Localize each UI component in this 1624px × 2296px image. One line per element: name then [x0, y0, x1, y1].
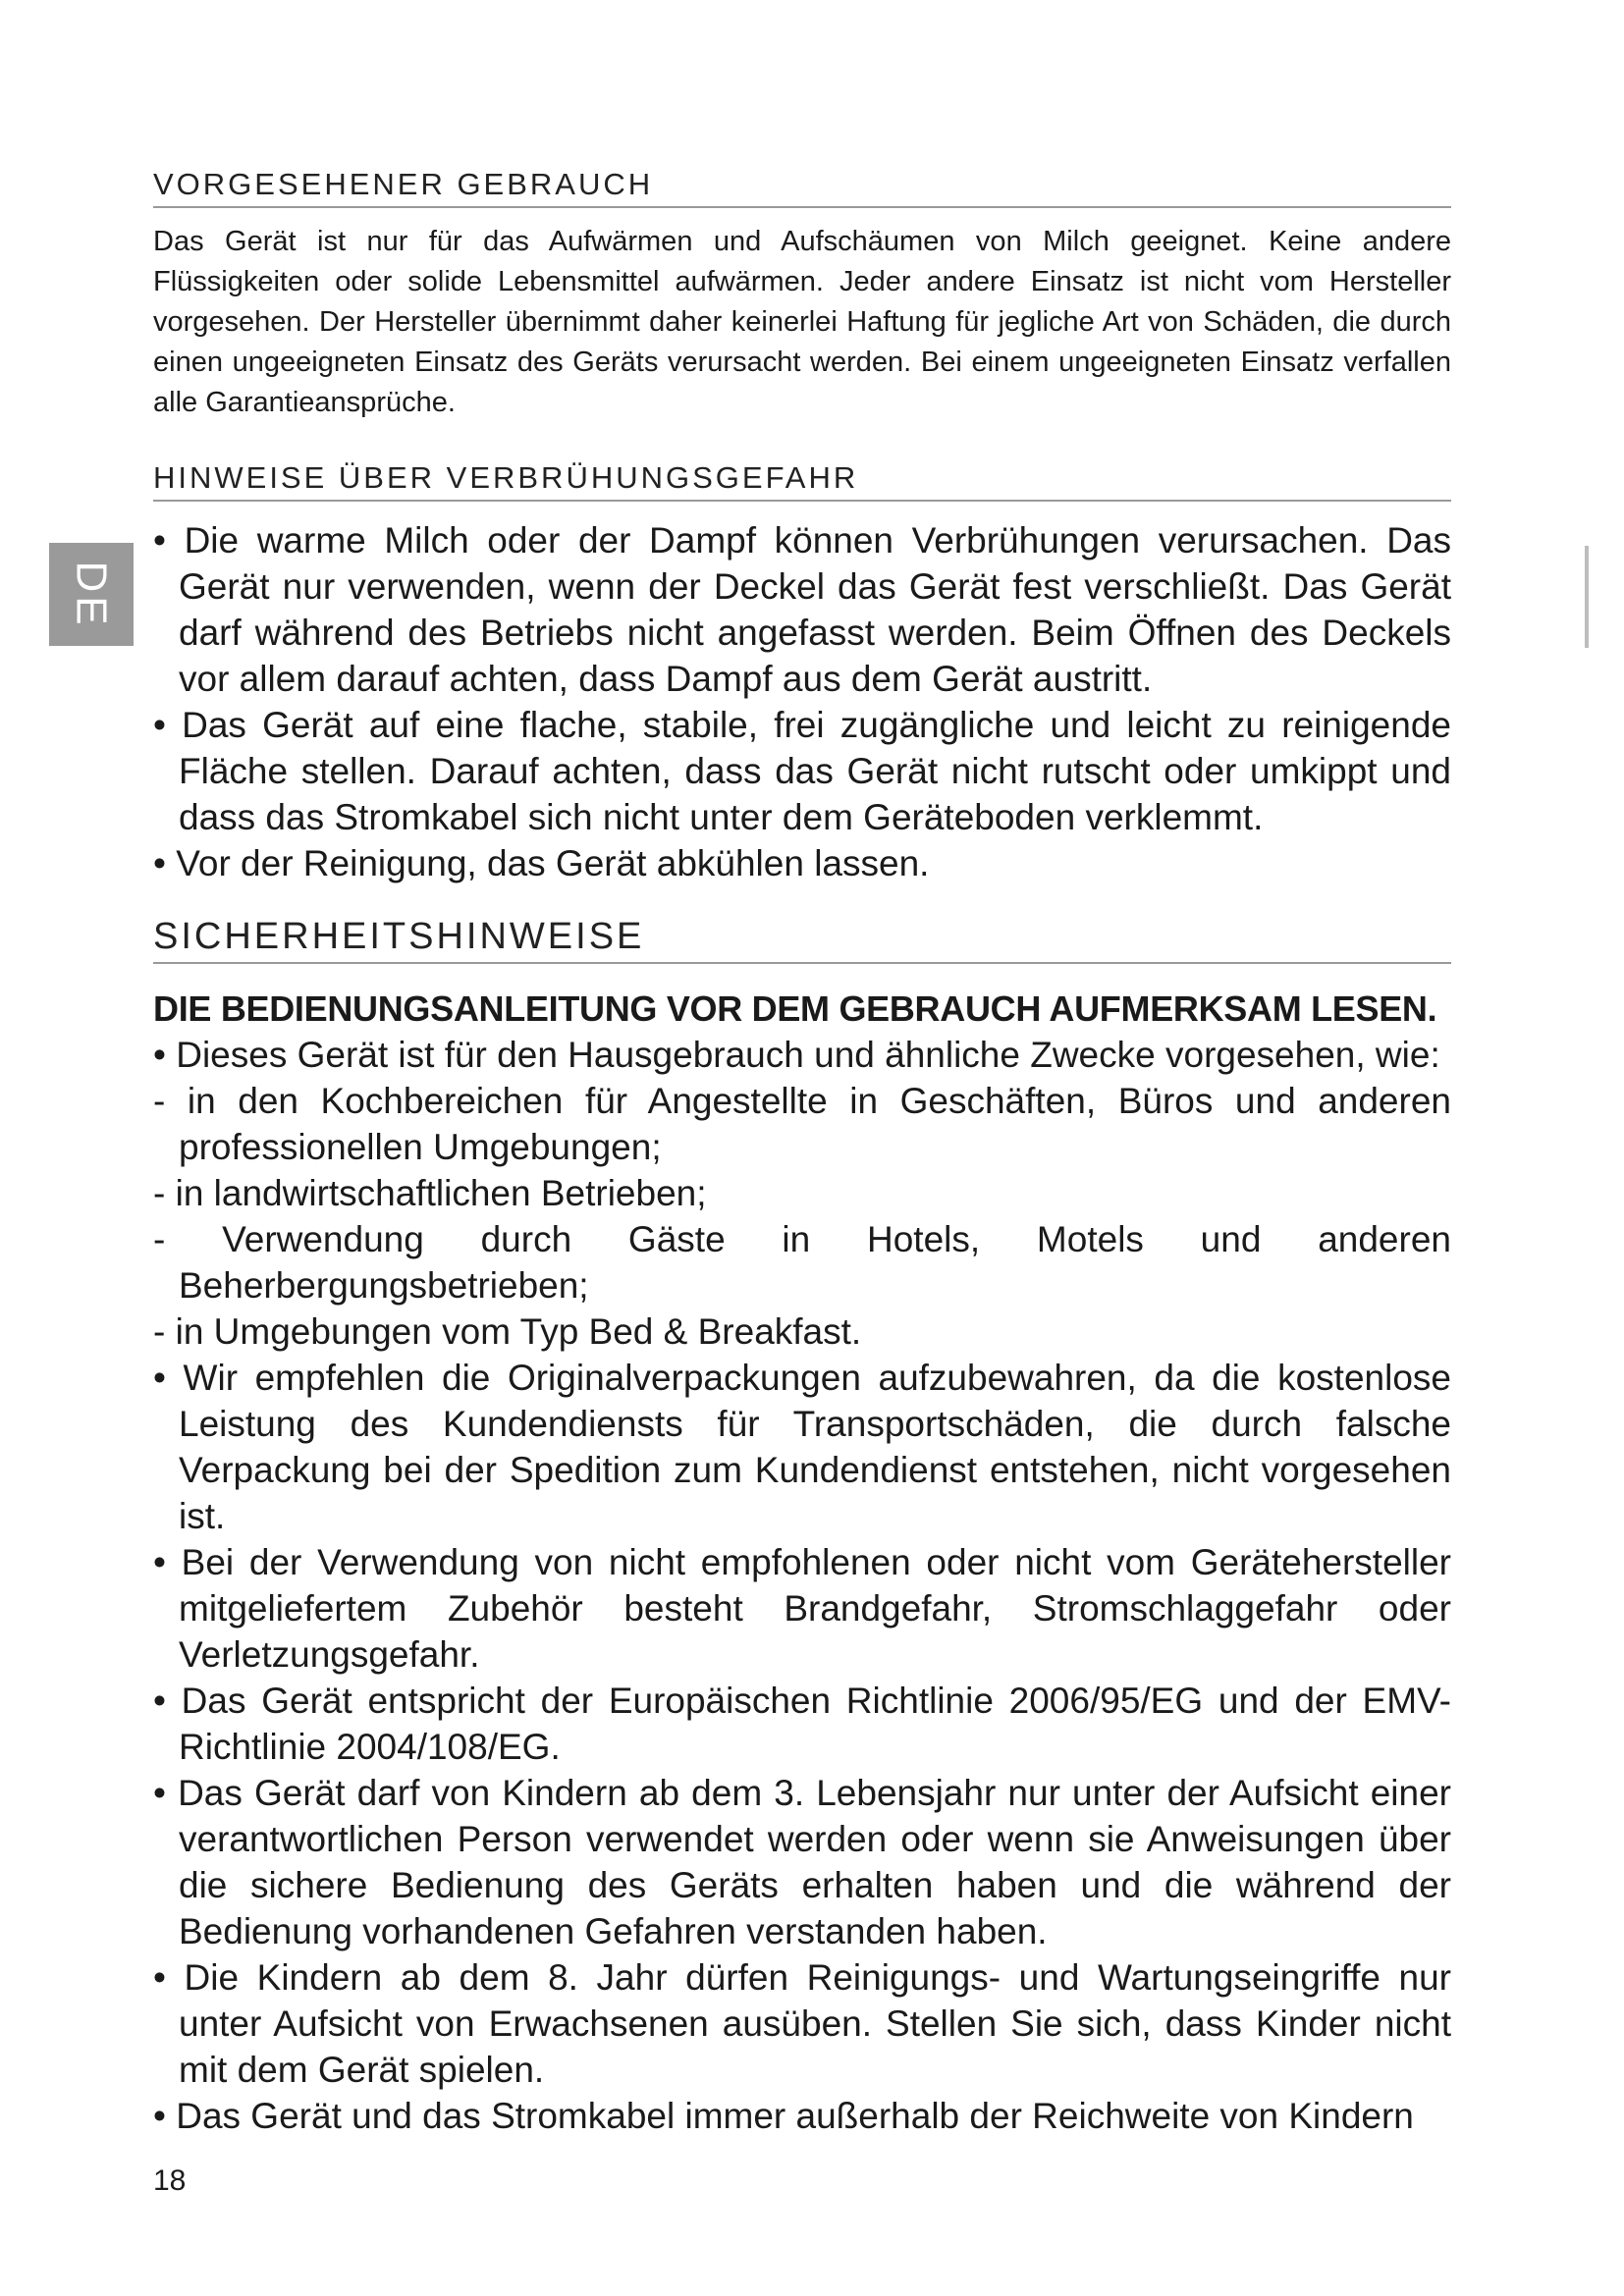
list-item: • Das Gerät entspricht der Europäischen Richtlinie 2006/95/EG und der EMV-Richtlinie 2004/108/EG. [153, 1681, 1451, 1767]
section-heading-safety: SICHERHEITSHINWEISE [153, 916, 1451, 964]
section-heading-scald-notes: HINWEISE ÜBER VERBRÜHUNGSGEFAHR [153, 460, 1451, 502]
language-tab [49, 543, 134, 646]
section-heading-intended-use: VORGESEHENER GEBRAUCH [153, 167, 1451, 208]
list-item: • Das Gerät auf eine flache, stabile, frei zugängliche und leicht zu reinigende Fläche stellen. Darauf achten, dass das Gerät nicht rutscht oder umkippt und dass das Stromkabel sich nicht unter dem Geräteboden verklemmt. [153, 705, 1451, 837]
list-item: - Verwendung durch Gäste in Hotels, Motels und anderen Beherbergungsbetrieben; [153, 1219, 1451, 1306]
language-tab-label: DE [68, 560, 116, 629]
list-item: • Die warme Milch oder der Dampf können Verbrühungen verursachen. Das Gerät nur verwenden, wenn der Deckel das Gerät fest verschließt. Das Gerät darf während des Betriebs nicht angefasst werden. Beim Öffnen des Deckels vor allem darauf achten, dass Dampf aus dem Gerät austritt. [153, 520, 1451, 699]
intended-use-text: Das Gerät ist nur für das Aufwärmen und Aufschäumen von Milch geeignet. Keine andere Flüssigkeiten oder solide Lebensmittel aufwärmen. Jeder andere Einsatz ist nicht vom Hersteller vorgesehen. Der Hersteller übernimmt daher keinerlei Haftung für jegliche Art von Schäden, die durch einen ungeeigneten Einsatz des Geräts verursacht werden. Bei einem ungeeigneten Einsatz verfallen alle Garantieansprüche. [153, 226, 1451, 418]
list-item: • Das Gerät und das Stromkabel immer außerhalb der Reichweite von Kindern [153, 2096, 1414, 2136]
list-item: - in den Kochbereichen für Angestellte in Geschäften, Büros und anderen professionellen Umgebungen; [153, 1081, 1451, 1167]
list-item: • Bei der Verwendung von nicht empfohlenen oder nicht vom Gerätehersteller mitgeliefertem Zubehör besteht Brandgefahr, Stromschlaggefahr oder Verletzungsgefahr. [153, 1542, 1451, 1675]
margin-marker [1585, 546, 1589, 648]
list-item: - in Umgebungen vom Typ Bed & Breakfast. [153, 1311, 862, 1352]
read-manual-notice: DIE BEDIENUNGSANLEITUNG VOR DEM GEBRAUCH AUFMERKSAM LESEN. [153, 988, 1437, 1029]
list-item: • Die Kindern ab dem 8. Jahr dürfen Reinigungs- und Wartungseingriffe nur unter Aufsicht von Erwachsenen ausüben. Stellen Sie sich, dass Kinder nicht mit dem Gerät spielen. [153, 1957, 1451, 2090]
list-item: - in landwirtschaftlichen Betrieben; [153, 1173, 707, 1213]
page-content [153, 167, 1451, 2139]
list-item: • Dieses Gerät ist für den Hausgebrauch und ähnliche Zwecke vorgesehen, wie: [153, 1035, 1440, 1075]
page-number: 18 [153, 2164, 187, 2197]
safety-list [153, 1032, 1451, 2139]
list-item: • Das Gerät darf von Kindern ab dem 3. Lebensjahr nur unter der Aufsicht einer verantwortlichen Person verwendet werden oder wenn sie Anweisungen über die sichere Bedienung des Geräts erhalten haben und die während der Bedienung vorhandenen Gefahren verstanden haben. [153, 1773, 1451, 1951]
list-item: • Wir empfehlen die Originalverpackungen aufzubewahren, da die kostenlose Leistung des Kundendiensts für Transportschäden, die durch falsche Verpackung bei der Spedition zum Kundendienst entstehen, nicht vorgesehen ist. [153, 1358, 1451, 1536]
scald-notes-list [153, 517, 1451, 886]
list-item: • Vor der Reinigung, das Gerät abkühlen lassen. [153, 843, 930, 883]
